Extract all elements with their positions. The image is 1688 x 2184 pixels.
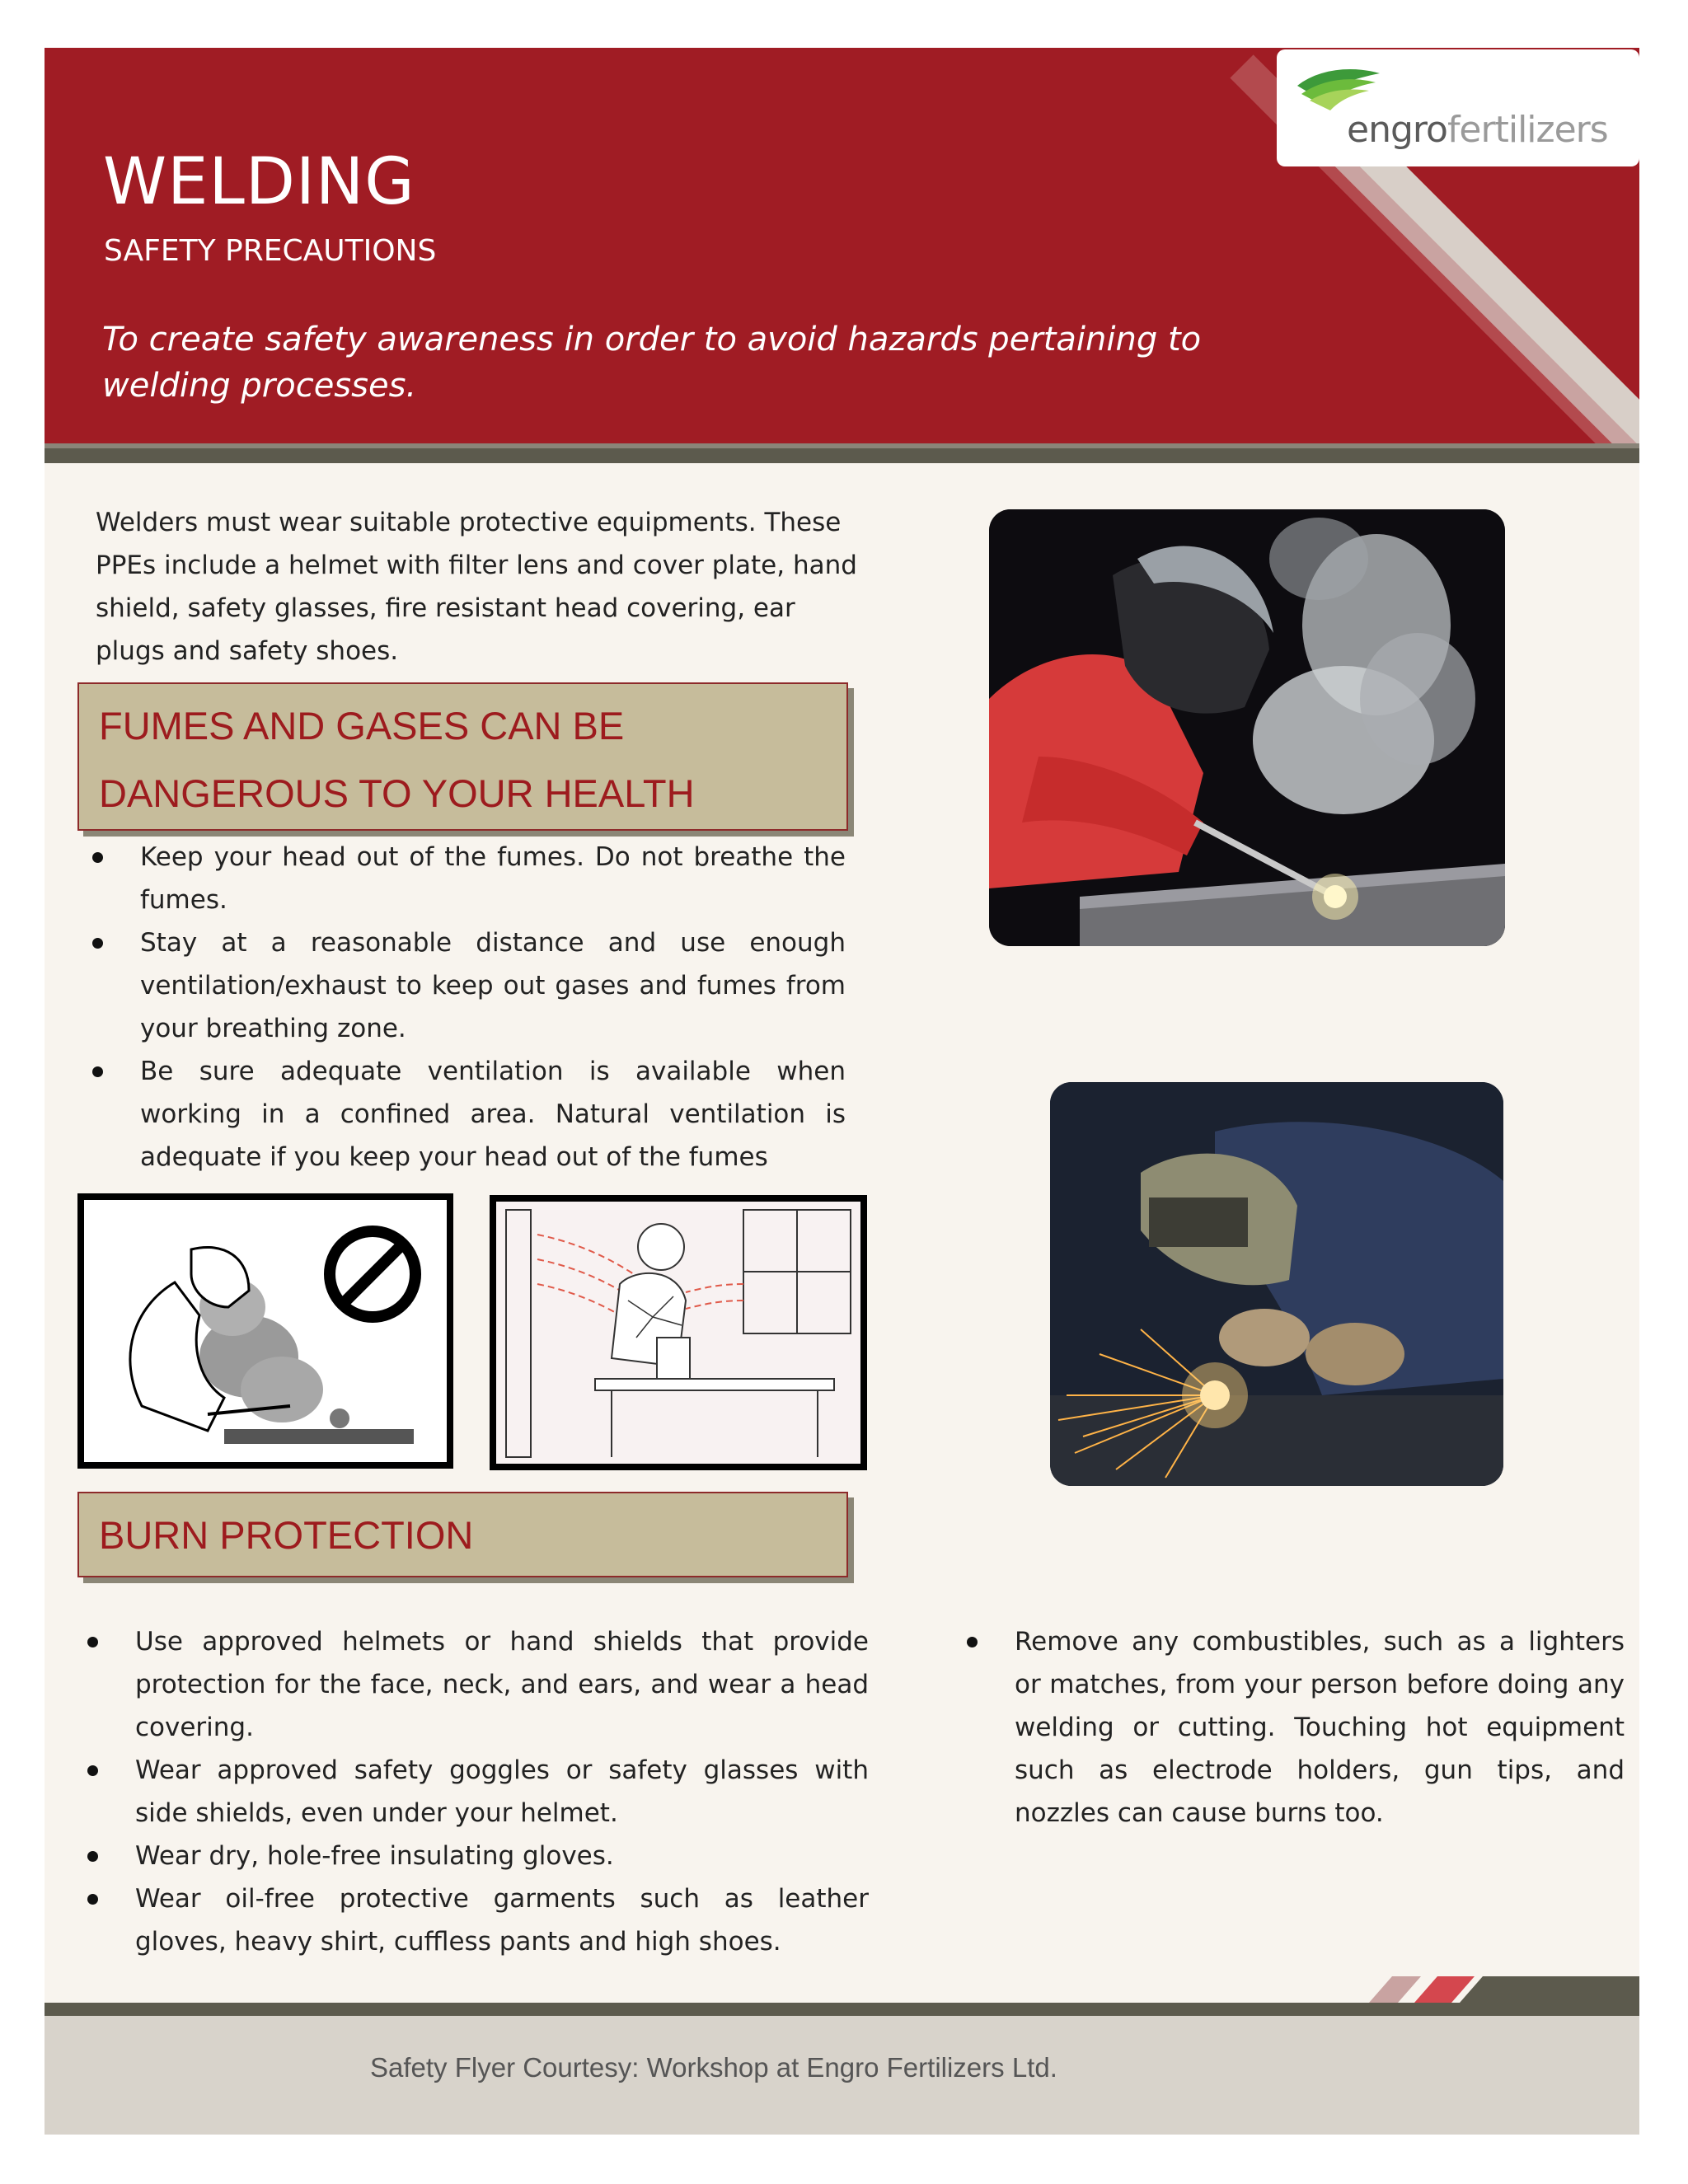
header-divider [45, 448, 1639, 463]
list-item-text: Stay at a reasonable distance and use enough ventilation/exhaust to keep out gases and fumes from your breathing zone. [140, 928, 846, 1043]
bullet-icon [92, 1066, 103, 1077]
list-item-text: Keep your head out of the fumes. Do not breathe the fumes. [140, 842, 846, 915]
fumes-section-title [99, 692, 824, 827]
fumes-section-heading-box [77, 682, 848, 831]
logo-text-fertilizers: fertilizers [1447, 109, 1608, 151]
bullet-icon [87, 1894, 98, 1905]
footer-credit: Safety Flyer Courtesy: Workshop at Engro Fertilizers Ltd. [370, 2052, 1057, 2083]
bullet-icon [87, 1765, 98, 1776]
fumes-title-line2: DANGEROUS TO YOUR HEALTH [99, 771, 695, 815]
flyer-page [45, 48, 1639, 2135]
list-item-text: Wear approved safety goggles or safety glasses with side shields, even under your helmet. [135, 1755, 869, 1828]
list-item [140, 1050, 846, 1179]
list-item [135, 1877, 869, 1963]
company-logo [1277, 49, 1639, 166]
welder-smoke-photo-image [989, 509, 1505, 946]
welder-smoke-photo [989, 509, 1505, 946]
burn-section-heading-box [77, 1492, 848, 1577]
grinding-sparks-photo [1050, 1082, 1503, 1486]
list-item-text: Wear oil-free protective garments such as leather gloves, heavy shirt, cuffless pants and high shoes. [135, 1884, 869, 1957]
page-tagline: To create safety awareness in order to avoid hazards pertaining to welding processes. [102, 321, 1202, 405]
list-item-text: Be sure adequate ventilation is available when working in a confined area. Natural ventilation is adequate if you keep your head out of the fumes [140, 1057, 846, 1172]
list-item-text: Remove any combustibles, such as a lighters or matches, from your person before doing any welding or cutting. Touching hot equipment such as electrode holders, gun tips, and nozzles can cause burns too. [1015, 1627, 1625, 1828]
burn-section-title: BURN PROTECTION [99, 1513, 474, 1557]
list-item-text: Use approved helmets or hand shields that provide protection for the face, neck, and ears, and wear a head covering. [135, 1627, 869, 1742]
list-item [135, 1835, 869, 1877]
burn-bullet-list-right [1015, 1620, 1625, 1835]
logo-text-engro: engro [1347, 109, 1447, 151]
logo-wordmark [1347, 109, 1608, 151]
list-item-text: Wear dry, hole-free insulating gloves. [135, 1841, 614, 1871]
bullet-icon [92, 852, 103, 863]
list-item [135, 1620, 869, 1749]
list-item [140, 921, 846, 1050]
header-diagonal-stripe [1337, 120, 1639, 443]
list-item [1015, 1620, 1625, 1835]
list-item [135, 1749, 869, 1835]
burn-bullet-list-left [135, 1620, 869, 1963]
list-item [140, 836, 846, 921]
header-banner [45, 48, 1639, 443]
bullet-icon [967, 1637, 978, 1647]
grinding-sparks-photo-image [1050, 1082, 1503, 1486]
ventilation-illustration [490, 1195, 867, 1470]
bullet-icon [87, 1637, 98, 1647]
ventilation-illustration-icon [496, 1202, 860, 1464]
bullet-icon [92, 938, 103, 949]
footer-divider [45, 2003, 1639, 2016]
page-title: WELDING [103, 145, 415, 219]
intro-paragraph: Welders must wear suitable protective equipments. These PPEs include a helmet with filter lens and cover plate, hand shield, safety glasses, fire resistant head covering, ear plugs and safety shoes. [96, 508, 857, 666]
no-fumes-illustration [77, 1193, 453, 1469]
fumes-bullet-list [140, 836, 846, 1179]
no-fumes-prohibition-icon [84, 1200, 447, 1462]
page-subtitle: SAFETY PRECAUTIONS [104, 234, 437, 268]
bullet-icon [87, 1851, 98, 1862]
fumes-title-line1: FUMES AND GASES CAN BE [99, 704, 625, 748]
